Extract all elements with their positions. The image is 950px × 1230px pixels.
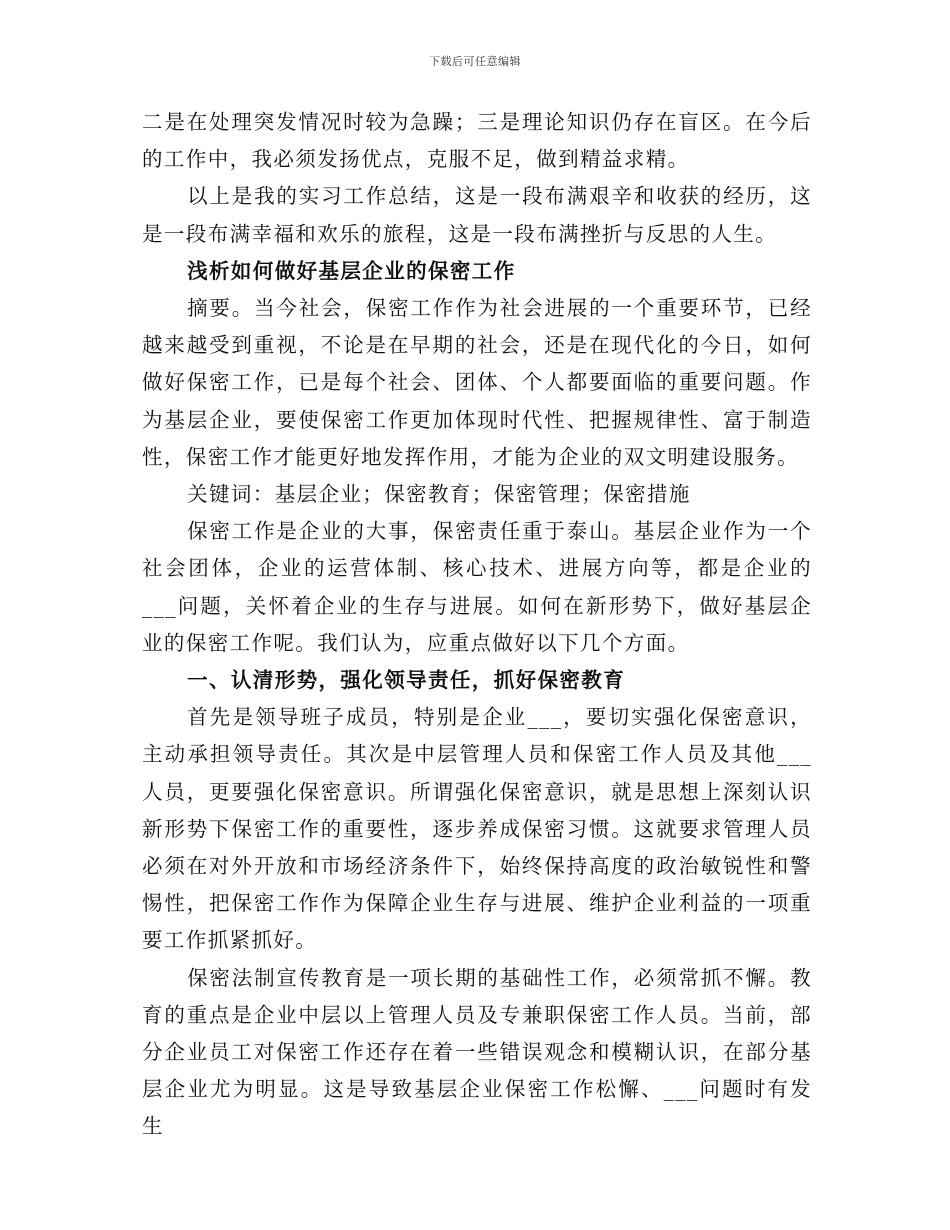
article-title: 浅析如何做好基层企业的保密工作 [187, 258, 516, 283]
section1-paragraph-2: 保密法制宣传教育是一项长期的基础性工作，必须常抓不懈。教育的重点是企业中层以上管理人员及专兼职保密工作人员。当前，部分企业员工对保密工作还存在着一些错误观念和模糊认识，在部分基层企业尤为明显。这是导致基层企业保密工作松懈、___问题时有发生 [142, 965, 812, 1139]
keywords-line: 关键词：基层企业；保密教育；保密管理；保密措施 [187, 482, 691, 507]
paragraph-internship-summary: 以上是我的实习工作总结，这是一段布满艰辛和收获的经历，这是一段布满幸福和欢乐的旅程，这是一段布满挫折与反思的人生。 [142, 184, 812, 246]
paragraph-conclusion-shortcomings: 二是在处理突发情况时较为急躁；三是理论知识仍存在盲区。在今后的工作中，我必须发扬优点，克服不足，做到精益求精。 [142, 110, 812, 172]
abstract-paragraph: 摘要。当今社会，保密工作作为社会进展的一个重要环节，已经越来越受到重视，不论是在早期的社会，还是在现代化的今日，如何做好保密工作，已是每个社会、团体、个人都要面临的重要问题。作为基层企业，要使保密工作更加体现时代性、把握规律性、富于制造性，保密工作才能更好地发挥作用，才能为企业的双文明建设服务。 [142, 296, 812, 469]
section1-paragraph-1: 首先是领导班子成员，特别是企业___，要切实强化保密意识，主动承担领导责任。其次是中层管理人员和保密工作人员及其他___人员，更要强化保密意识。所谓强化保密意识，就是思想上深刻认识新形势下保密工作的重要性，逐步养成保密习惯。这就要求管理人员必须在对外开放和市场经济条件下，始终保持高度的政治敏锐性和警惕性，把保密工作作为保障企业生存与进展、维护企业利益的一项重要工作抓紧抓好。 [142, 705, 812, 953]
document-body [142, 104, 812, 1146]
page-header-note: 下载后可任意编辑 [429, 55, 521, 68]
section-heading-1: 一、认清形势，强化领导责任，抓好保密教育 [187, 668, 626, 693]
intro-paragraph: 保密工作是企业的大事，保密责任重于泰山。基层企业作为一个社会团体，企业的运营体制、核心技术、进展方向等，都是企业的___问题，关怀着企业的生存与进展。如何在新形势下，做好基层企业的保密工作呢。我们认为，应重点做好以下几个方面。 [142, 519, 812, 655]
